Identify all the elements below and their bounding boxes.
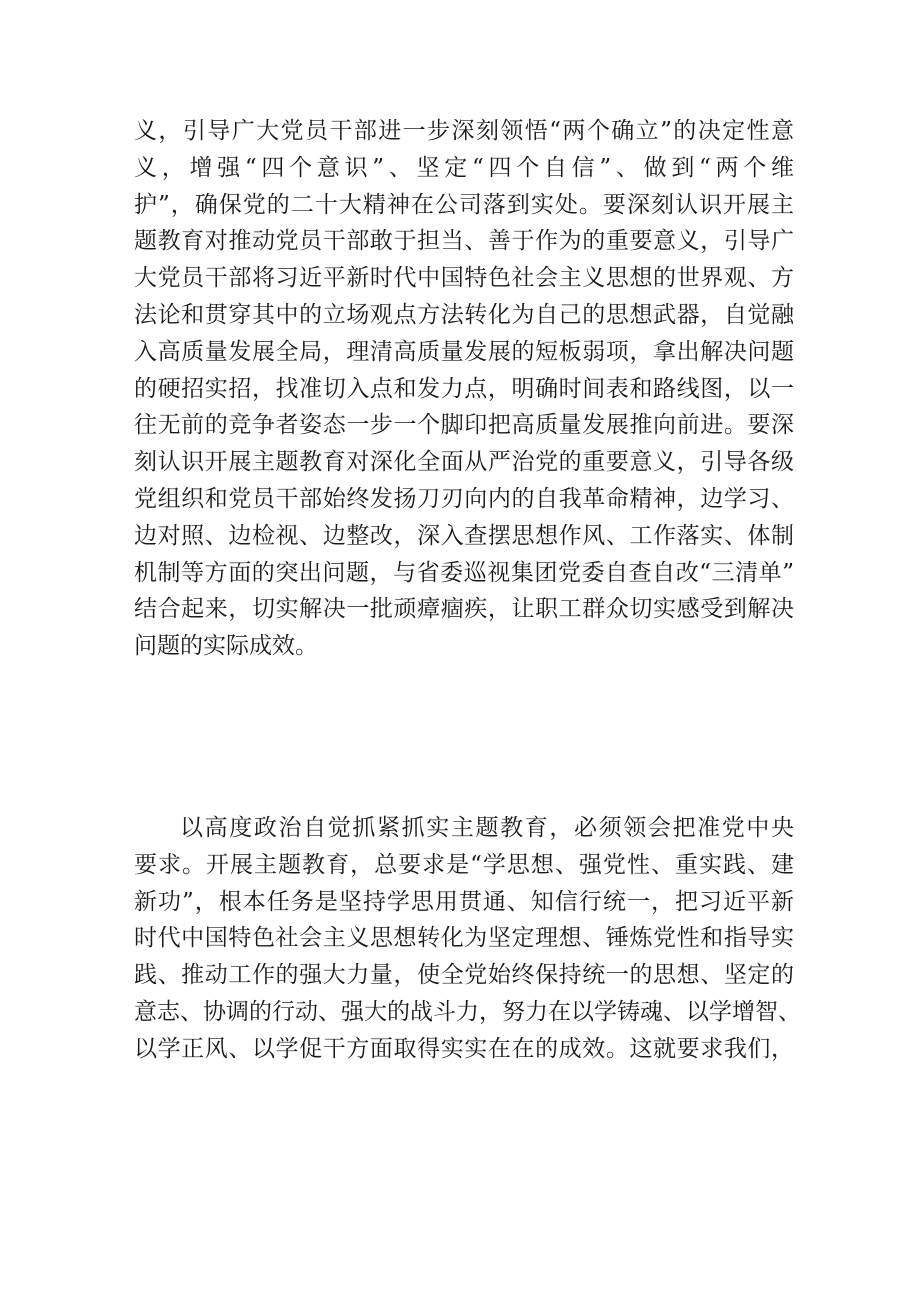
paragraph-line: 结合起来，切实解决一批顽瘴痼疾，让职工群众切实感受到解决 bbox=[134, 596, 794, 623]
paragraph-line: 以高度政治自觉抓紧抓实主题教育，必须领会把准党中央 bbox=[180, 815, 794, 841]
paragraph-1 bbox=[134, 113, 794, 665]
paragraph-line: 时代中国特色社会主义思想转化为坚定理想、锤炼党性和指导实 bbox=[134, 925, 794, 952]
paragraph-line: 入高质量发展全局，理清高质量发展的短板弱项，拿出解决问题 bbox=[134, 338, 794, 365]
paragraph-line: 法论和贯穿其中的立场观点方法转化为自己的思想武器，自觉融 bbox=[134, 301, 794, 328]
paragraph-line: 义，引导广大党员干部进一步深刻领悟“两个确立”的决定性意 bbox=[134, 118, 794, 144]
paragraph-line: 要求。开展主题教育，总要求是“学思想、强党性、重实践、建 bbox=[134, 851, 794, 878]
paragraph-line: 意志、协调的行动、强大的战斗力，努力在以学铸魂、以学增智、 bbox=[134, 998, 801, 1025]
paragraph-line: 问题的实际成效。 bbox=[134, 633, 318, 660]
paragraph-line: 题教育对推动党员干部敢于担当、善于作为的重要意义，引导广 bbox=[134, 228, 794, 255]
paragraph-line: 大党员干部将习近平新时代中国特色社会主义思想的世界观、方 bbox=[134, 265, 794, 292]
paragraph-line: 刻认识开展主题教育对深化全面从严治党的重要意义，引导各级 bbox=[134, 449, 794, 476]
paragraph-line: 的硬招实招，找准切入点和发力点，明确时间表和路线图，以一 bbox=[134, 375, 794, 402]
paragraph-line: 义，增强“四个意识”、坚定“四个自信”、做到“两个维 bbox=[134, 154, 794, 181]
paragraph-2 bbox=[134, 810, 801, 1068]
paragraph-line: 机制等方面的突出问题，与省委巡视集团党委自查自改“三清单” bbox=[134, 559, 794, 586]
paragraph-line: 护”，确保党的二十大精神在公司落到实处。要深刻认识开展主 bbox=[134, 191, 794, 218]
paragraph-line: 新功”，根本任务是坚持学思用贯通、知信行统一，把习近平新 bbox=[134, 888, 794, 915]
paragraph-line: 以学正风、以学促干方面取得实实在在的成效。这就要求我们， bbox=[134, 1035, 794, 1062]
paragraph-line: 往无前的竞争者姿态一步一个脚印把高质量发展推向前进。要深 bbox=[134, 412, 794, 439]
paragraph-line: 边对照、边检视、边整改，深入查摆思想作风、工作落实、体制 bbox=[134, 522, 794, 549]
paragraph-line: 践、推动工作的强大力量，使全党始终保持统一的思想、坚定的 bbox=[134, 962, 794, 989]
paragraph-line: 党组织和党员干部始终发扬刀刃向内的自我革命精神，边学习、 bbox=[134, 485, 794, 512]
